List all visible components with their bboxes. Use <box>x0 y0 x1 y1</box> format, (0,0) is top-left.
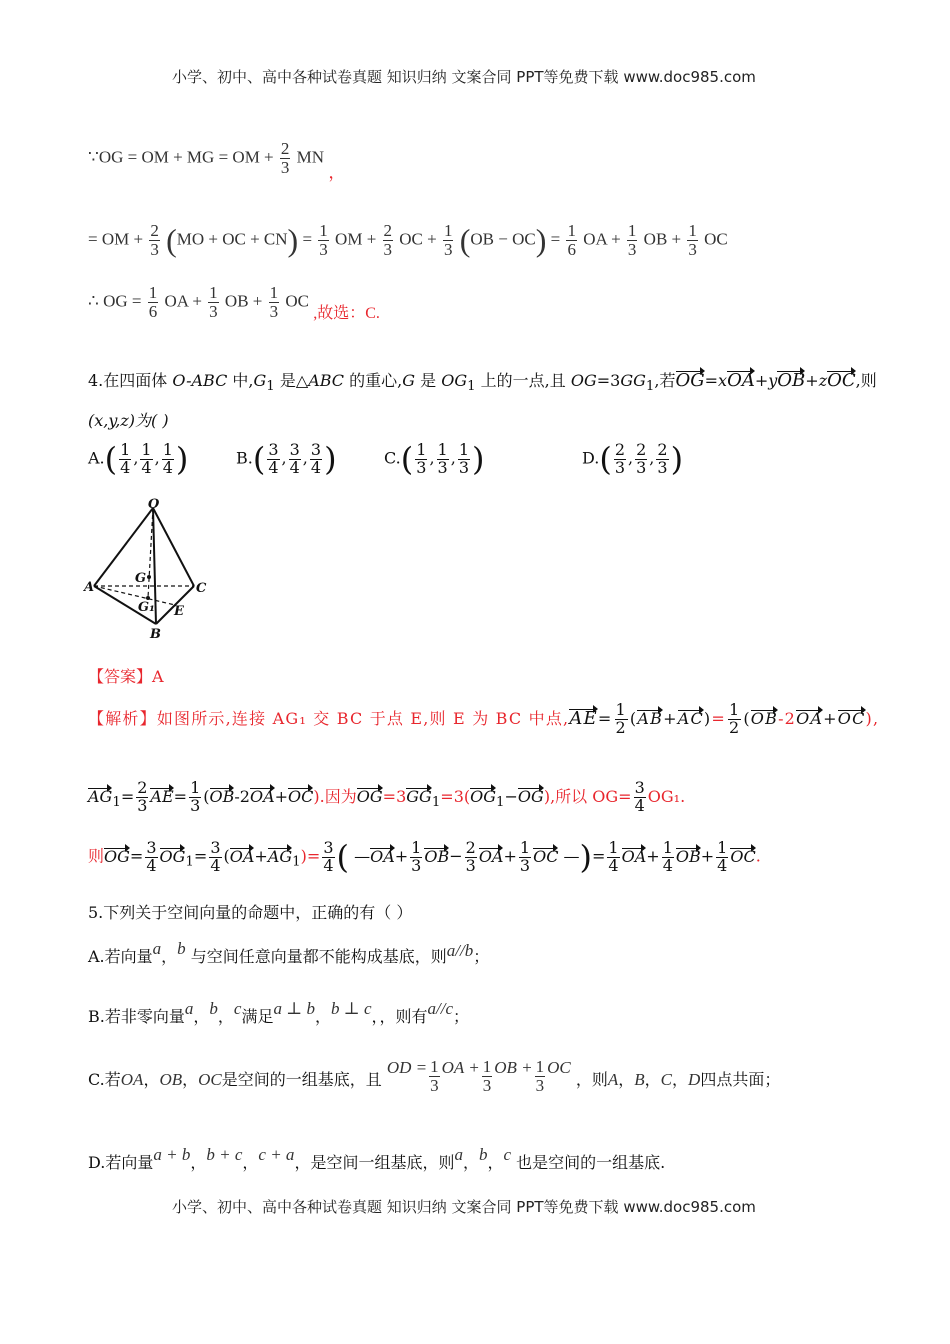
prev-line-1 <box>88 139 346 183</box>
label-E: E <box>174 604 184 619</box>
frac-den: 4 <box>120 457 131 477</box>
vector-OB: OB <box>777 370 806 391</box>
frac: $\frac{1}{3}$ <box>627 221 637 259</box>
segment-OG1 <box>148 508 153 598</box>
stem-text: 是 <box>415 371 442 390</box>
frac-den: 3 <box>416 457 427 477</box>
frac: $\frac{1}{3}$ <box>688 221 697 259</box>
segment-AE <box>94 586 175 605</box>
q4-option-c[interactable]: C.( $\frac{1}{3}$ , $\frac{1}{3}$ , $\frac{1}{3}$ ) <box>384 439 485 478</box>
q4-stem-line2: (x,y,z)为( ) <box>88 411 169 430</box>
frac-den: 3 <box>458 457 469 477</box>
q4-analysis-line2: $AG_1=$ $\frac{2}{3}$ AE= $\frac{1}{3}$ (OB-2OA+OC).因为$OG=3GG_1=3(OG_1-OG)$,所以 OG= $\frac{3}{4}$ OG₁. <box>88 778 686 815</box>
frac: $\frac{1}{3}$ <box>443 221 453 259</box>
frac-num: 1 <box>162 439 173 459</box>
frac-num: 3 <box>289 439 300 459</box>
frac-den: 4 <box>268 457 279 477</box>
label-G: G <box>135 571 147 586</box>
expr-part: = OM + <box>88 229 144 249</box>
stem-text: + <box>754 371 769 390</box>
option-text: D.若向量 <box>88 1153 154 1172</box>
paren: ) <box>287 222 299 258</box>
frac-den: 3 <box>437 457 448 477</box>
option-text: 是空间的一组基底，且 <box>221 1069 382 1089</box>
stem-text: GG <box>620 371 646 390</box>
frac-num: 2 <box>614 439 626 459</box>
option-label: C. <box>384 448 401 468</box>
option-text: C.若 <box>88 1069 121 1089</box>
frac-den: 3 <box>614 457 626 477</box>
tetrahedron-figure <box>82 498 214 640</box>
frac-num: 3 <box>310 439 322 459</box>
option-text: ，则 <box>575 1069 608 1089</box>
frac-den: 3 <box>280 157 290 177</box>
option-text: 也是空间的一组基底. <box>516 1153 666 1172</box>
label-C: C <box>196 581 207 596</box>
frac-den: 4 <box>310 457 322 477</box>
option-text: 满足 <box>241 1007 274 1026</box>
frac-den: 4 <box>162 457 173 477</box>
stem-sub: 1 <box>266 379 275 395</box>
analysis-text: OG₁. <box>647 786 686 806</box>
stem-text: 4.在四面体 <box>88 371 173 390</box>
frac-num: 3 <box>268 439 279 459</box>
frac-den: 3 <box>657 457 668 477</box>
frac-den: 3 <box>636 457 647 477</box>
prev-line1-tail: ， <box>328 163 346 183</box>
expr-part: OB + <box>224 291 263 311</box>
option-label: D. <box>582 448 600 468</box>
frac-num: 1 <box>120 439 131 459</box>
expr-part: OA + <box>583 229 621 249</box>
frac-num: 2 <box>280 139 290 158</box>
frac-num: 1 <box>437 439 448 459</box>
q4-analysis-line3: 则OG= $\frac{3}{4}$ $OG_1=$ $\frac{3}{4}$ $(OA+AG_1)=$ $\frac{3}{4}$ ( —OA+ $\frac{1}{3}$ OB− $\frac{2}{3}$ OA+ $\frac{1}{3}$ OC —)= $\frac{1}{4}$ OA+ $\frac{1}{4}$ OB+ $\frac{1}{4}$ OC. <box>88 837 761 876</box>
frac-num: 1 <box>141 439 152 459</box>
expr-part: MO + OC + CN <box>176 229 288 249</box>
stem-sub: 1 <box>467 379 476 395</box>
option-text: ，则有 <box>379 1007 428 1026</box>
frac-num: 1 <box>416 439 427 459</box>
q5-option-b[interactable]: B.若非零向量a，b，c满足a ⊥ b，b ⊥ c，，则有a//c； <box>88 999 470 1026</box>
stem-text: ,若 <box>654 371 676 390</box>
option-text: 四点共面； <box>700 1069 781 1089</box>
paren: ( <box>459 222 471 258</box>
stem-text: z <box>818 371 828 390</box>
q4-analysis-line1: 【解析】如图所示,连接 AG₁ 交 BC 于点 E,则 E 为 BC 中点,AE= $\frac{1}{2}$ (AB+AC)= $\frac{1}{2}$ (OB-2OA+OC), <box>88 700 880 737</box>
stem-sub: 1 <box>645 379 655 395</box>
vector-AE: AE <box>569 707 598 729</box>
analysis-text: 则 <box>88 846 105 866</box>
page-header: 小学、初中、高中各种试卷真题 知识归纳 文案合同 PPT等免费下载 www.doc985.com <box>172 68 756 86</box>
frac: $\frac{1}{3}$ <box>209 283 218 321</box>
stem-text: x <box>718 371 728 390</box>
frac-num: 2 <box>636 439 647 459</box>
expr-part: OC <box>285 291 309 311</box>
frac: $\frac{1}{3}$ <box>269 283 279 321</box>
option-text: ，是空间一组基底，则 <box>294 1153 455 1172</box>
stem-text: + <box>805 371 819 390</box>
stem-text: OG <box>570 371 597 390</box>
analysis-text: ,所以 OG= <box>550 786 632 806</box>
prev-line1-prefix: ∵OG = OM + MG = OM + <box>88 147 274 167</box>
q4-option-a[interactable]: A.( $\frac{1}{4}$ , $\frac{1}{4}$ , $\frac{1}{4}$ ) <box>88 439 189 478</box>
frac: $\frac{1}{3}$ <box>319 221 328 259</box>
expr-part: OB + <box>643 229 682 249</box>
frac: $\frac{2}{3}$ <box>383 221 393 259</box>
q5-option-d[interactable]: D.若向量a + b，b + c，c + a，是空间一组基底，则a，b，c 也是空间的一组基底. <box>88 1145 666 1172</box>
label-G1: G₁ <box>138 600 155 615</box>
stem-text: 中, <box>227 371 254 390</box>
option-text: 与空间任意向量都不能构成基底，则 <box>190 947 447 966</box>
label-B: B <box>150 627 161 640</box>
prev-line-3 <box>88 284 380 321</box>
paren: ) <box>535 222 547 258</box>
option-label: A. <box>88 448 105 468</box>
q5-option-a[interactable]: A.若向量a，b 与空间任意向量都不能构成基底，则a//b； <box>88 939 490 966</box>
vector-AC: AC <box>677 708 704 728</box>
stem-text: 是△ <box>274 371 309 390</box>
stem-text: G <box>253 371 267 390</box>
frac-num: 1 <box>458 439 469 459</box>
analysis-tag: 【解析】 <box>88 708 157 728</box>
q4-option-b[interactable]: B.( $\frac{3}{4}$ , $\frac{3}{4}$ , $\frac{3}{4}$ ) <box>236 439 337 478</box>
stem-text: ABC <box>308 371 345 390</box>
vector-OG: OG <box>675 370 705 391</box>
analysis-text: 如图所示,连接 AG₁ 交 BC 于点 E,则 E 为 BC 中点, <box>156 708 570 728</box>
expr-part: OC + <box>399 229 437 249</box>
q4-option-d[interactable]: D.( $\frac{2}{3}$ , $\frac{2}{3}$ , $\frac{2}{3}$ ) <box>582 439 684 478</box>
frac: $\frac{1}{6}$ <box>148 283 158 321</box>
option-text: ； <box>473 947 490 966</box>
answer-choice-note: ,故选：C. <box>313 305 380 323</box>
stem-text: G <box>402 371 416 390</box>
q4-answer: 【答案】A <box>88 667 164 686</box>
stem-text: ,则 <box>855 371 877 390</box>
expr-part: = <box>302 229 313 249</box>
frac-den: 4 <box>289 457 300 477</box>
stem-text: OG <box>441 371 468 390</box>
paren: ( <box>166 222 177 258</box>
stem-text: y <box>768 371 778 390</box>
frac-den: 4 <box>141 457 152 477</box>
expr-part: OC <box>704 229 728 249</box>
option-text: A.若向量 <box>88 947 153 966</box>
vector-OA: OA <box>727 370 755 391</box>
label-O: O <box>148 498 160 512</box>
frac: $\frac{2}{3}$ <box>150 221 159 259</box>
prev-line1-frac <box>280 140 291 177</box>
prev-line-2 <box>88 222 728 259</box>
stem-text: =3 <box>596 371 621 390</box>
stem-text: O-ABC <box>172 371 228 390</box>
q5-option-c[interactable]: C.若OA，OB，OC是空间的一组基底，且 OD = $\frac{1}{3}$ OA + $\frac{1}{3}$ OB + $\frac{1}{3}$ OC ，则A，B，C，D四点共面； <box>88 1057 781 1095</box>
stem-text: 上的一点,且 <box>475 371 571 390</box>
vector-AB: AB <box>637 708 664 728</box>
stem-text: = <box>704 371 719 390</box>
point-G <box>147 575 151 579</box>
expr-part: ∴ OG = <box>88 291 142 311</box>
expr-part: OA + <box>164 291 202 311</box>
option-text: ； <box>453 1007 470 1026</box>
page-footer: 小学、初中、高中各种试卷真题 知识归纳 文案合同 PPT等免费下载 www.doc985.com <box>172 1198 756 1216</box>
vector-OC: OC <box>827 370 856 391</box>
q5-stem: 5.下列关于空间向量的命题中，正确的有（ ） <box>88 903 413 922</box>
expr-part: OB − OC <box>470 229 536 249</box>
analysis-text: 因为 <box>324 786 357 806</box>
label-A: A <box>84 580 95 595</box>
option-text: B.若非零向量 <box>88 1007 185 1026</box>
frac: $\frac{1}{6}$ <box>567 221 576 259</box>
frac-num: 2 <box>657 439 668 459</box>
expr-part: = <box>550 229 561 249</box>
q4-stem-line1 <box>88 368 877 394</box>
stem-text: 的重心, <box>344 371 403 390</box>
expr-part: OM + <box>335 229 377 249</box>
option-label: B. <box>236 448 253 468</box>
edge-OC <box>153 508 194 586</box>
prev-line1-suffix: MN <box>296 147 325 167</box>
